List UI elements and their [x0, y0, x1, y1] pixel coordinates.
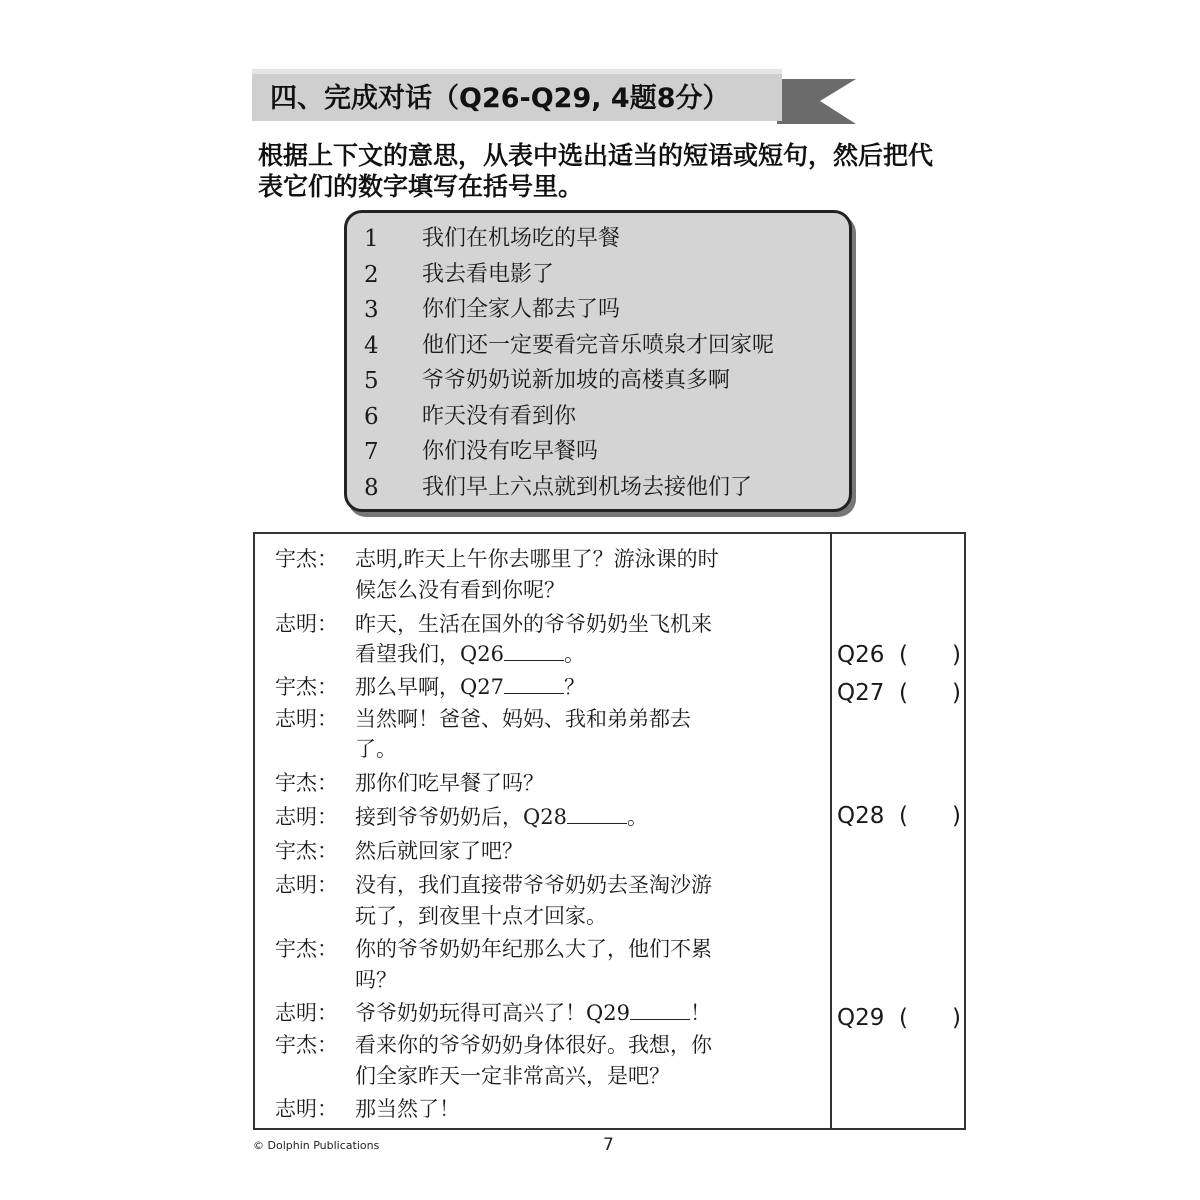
- options-box: [344, 210, 852, 512]
- speaker-label: 宇杰：: [275, 839, 338, 863]
- option-number: 2: [364, 262, 379, 288]
- option-text: 他们还一定要看完音乐喷泉才回家呢: [422, 333, 775, 358]
- answer-blank: [504, 673, 564, 694]
- option-number: 1: [364, 226, 379, 252]
- dialogue-text: 看来你的爷爷奶奶身体很好。我想，你: [355, 1033, 712, 1057]
- dialogue-text: 当然啊！爸爸、妈妈、我和弟弟都去: [355, 707, 691, 731]
- dialogue-text: 然后就回家了吧？: [355, 839, 523, 863]
- column-divider: [830, 534, 832, 1128]
- dialogue-table: [253, 532, 966, 1130]
- speaker-label: 宇杰：: [275, 675, 338, 699]
- option-text: 爷爷奶奶说新加坡的高楼真多啊: [422, 368, 731, 393]
- answer-label: Q28: [837, 803, 885, 829]
- speaker-label: 志明：: [275, 1001, 338, 1025]
- speaker-label: 志明：: [275, 612, 338, 636]
- speaker-label: 宇杰：: [275, 771, 338, 795]
- dialogue-text: 那么早啊，Q27 ？: [355, 675, 585, 699]
- dialogue-text: 接到爷爷奶奶后，Q28 。: [355, 805, 648, 829]
- page-number: 7: [603, 1135, 614, 1155]
- option-text: 我去看电影了: [422, 262, 555, 287]
- instruction-line-2: 表它们的数字填写在括号里。: [258, 172, 584, 201]
- answer-blank: [567, 803, 627, 824]
- publisher-credit: © Dolphin Publications: [253, 1139, 380, 1152]
- answer-slot-q27[interactable]: Q27 ( ): [837, 676, 963, 710]
- instruction-text: [258, 140, 978, 202]
- section-title: 四、完成对话（Q26-Q29, 4题8分）: [270, 83, 730, 114]
- section-banner: [252, 69, 858, 129]
- speaker-label: 志明：: [275, 873, 338, 897]
- instruction-line-1: 根据上下文的意思，从表中选出适当的短语或短句，然后把代: [258, 141, 934, 170]
- option-number: 3: [364, 297, 379, 323]
- dialogue-text: 志明,昨天上午你去哪里了？游泳课的时: [355, 547, 719, 571]
- answer-slot-q29[interactable]: Q29 ( ): [837, 1001, 963, 1035]
- speaker-label: 志明：: [275, 1097, 338, 1121]
- option-number: 4: [364, 333, 379, 359]
- speaker-label: 志明：: [275, 707, 338, 731]
- speaker-label: 宇杰：: [275, 547, 338, 571]
- answer-label: Q26: [837, 642, 885, 668]
- option-text: 我们早上六点就到机场去接他们了: [422, 475, 753, 500]
- dialogue-text: 爷爷奶奶玩得可高兴了！Q29 ！: [355, 1001, 711, 1025]
- speaker-label: 宇杰：: [275, 1033, 338, 1057]
- option-text: 昨天没有看到你: [422, 404, 577, 429]
- dialogue-text: 那你们吃早餐了吗？: [355, 771, 544, 795]
- option-text: 你们没有吃早餐吗: [422, 439, 599, 464]
- dialogue-text: 吗？: [355, 968, 397, 992]
- answer-slot-q28[interactable]: Q28 ( ): [837, 799, 963, 833]
- answer-slot-q26[interactable]: Q26 ( ): [837, 638, 963, 672]
- dialogue-text: 那当然了！: [355, 1097, 460, 1121]
- option-number: 6: [364, 404, 379, 430]
- dialogue-text: 你的爷爷奶奶年纪那么大了，他们不累: [355, 937, 712, 961]
- answer-blank: [504, 640, 564, 661]
- answer-label: Q27: [837, 680, 885, 706]
- answer-blank: [630, 999, 690, 1020]
- option-text: 你们全家人都去了吗: [422, 297, 621, 322]
- option-number: 5: [364, 368, 379, 394]
- answer-label: Q29: [837, 1005, 885, 1031]
- dialogue-text: 昨天，生活在国外的爷爷奶奶坐飞机来: [355, 612, 712, 636]
- dialogue-text: 了。: [355, 737, 397, 761]
- dialogue-text: 候怎么没有看到你呢？: [355, 578, 565, 602]
- option-text: 我们在机场吃的早餐: [422, 226, 621, 251]
- dialogue-text: 们全家昨天一定非常高兴，是吧？: [355, 1064, 670, 1088]
- speaker-label: 宇杰：: [275, 937, 338, 961]
- speaker-label: 志明：: [275, 805, 338, 829]
- option-number: 8: [364, 475, 379, 501]
- option-number: 7: [364, 439, 379, 465]
- dialogue-text: 没有，我们直接带爷爷奶奶去圣淘沙游: [355, 873, 712, 897]
- dialogue-text: 看望我们，Q26 。: [355, 642, 585, 666]
- dialogue-text: 玩了，到夜里十点才回家。: [355, 904, 607, 928]
